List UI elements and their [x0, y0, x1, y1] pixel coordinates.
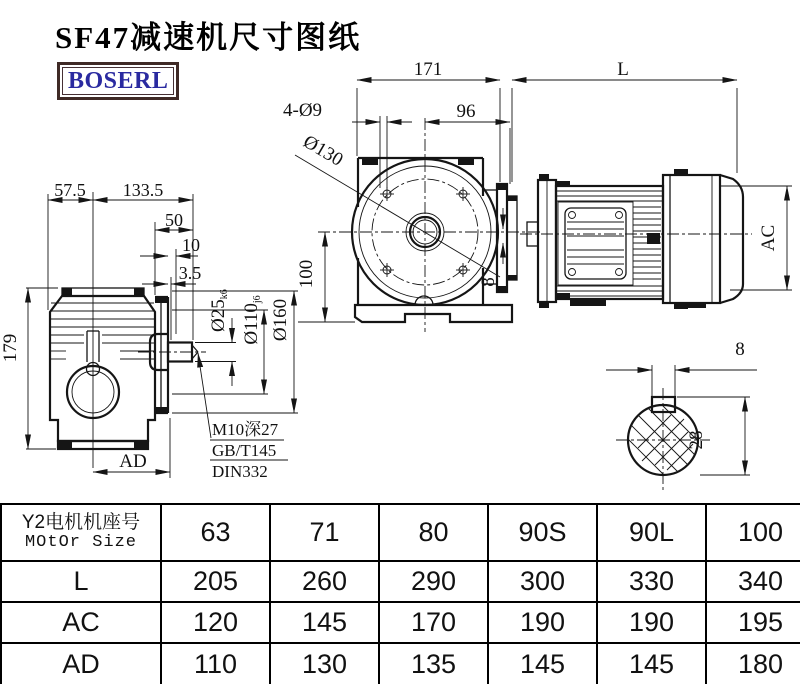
table-header-row — [1, 504, 800, 561]
shaft-section — [606, 339, 757, 490]
motor-size-table — [0, 503, 800, 684]
motor-size-label-en: MOtOr Size — [24, 532, 138, 552]
dim-179: 179 — [0, 333, 21, 363]
dim-flange-dia: Ø160 — [270, 298, 291, 342]
table-row-L — [1, 561, 800, 602]
table-cell: 180 — [706, 643, 800, 684]
dim-key-height: 28 — [686, 430, 707, 450]
dim-10: 10 — [182, 235, 200, 255]
dim-100: 100 — [296, 259, 317, 289]
dim-AC: AC — [758, 224, 779, 252]
thread-note-line1: M10深27 — [212, 420, 279, 439]
table-cell: 195 — [706, 602, 800, 643]
side-view — [50, 192, 211, 468]
row-label-AD: AD — [1, 643, 161, 684]
table-cell: 300 — [488, 561, 597, 602]
dim-133-5: 133.5 — [122, 180, 164, 200]
dim-lip-8: 8 — [478, 277, 499, 287]
row-label-L: L — [1, 561, 161, 602]
motor-size-label-cn: Y2电机机座号 — [21, 511, 141, 533]
dim-3-5: 3.5 — [178, 263, 202, 283]
dim-key-width: 8 — [735, 339, 745, 360]
motor-size-label-cell — [1, 504, 161, 561]
size-header-90l: 90L — [597, 504, 706, 561]
table-cell: 290 — [379, 561, 488, 602]
table-cell: 340 — [706, 561, 800, 602]
dim-96: 96 — [456, 101, 476, 122]
size-header-71: 71 — [270, 504, 379, 561]
size-header-100: 100 — [706, 504, 800, 561]
table-cell: 145 — [270, 602, 379, 643]
table-cell: 190 — [597, 602, 706, 643]
thread-note-line2: GB/T145 — [212, 441, 277, 460]
dim-bolt-holes: 4-Ø9 — [283, 100, 323, 121]
table-cell: 145 — [597, 643, 706, 684]
table-cell: 330 — [597, 561, 706, 602]
table-cell: 130 — [270, 643, 379, 684]
dim-L: L — [617, 59, 629, 80]
table-row-AD — [1, 643, 800, 684]
dim-pilot-dia: Ø110j6 — [241, 295, 263, 345]
table-cell: 110 — [161, 643, 270, 684]
dim-bolt-circle: Ø130 — [299, 131, 347, 171]
size-header-90s: 90S — [488, 504, 597, 561]
brand-logo-text: BOSERL — [68, 68, 169, 94]
dim-shaft-dia: Ø25k6 — [208, 289, 230, 332]
size-header-63: 63 — [161, 504, 270, 561]
page-title: SF47减速机尺寸图纸 — [55, 20, 362, 55]
row-label-AC: AC — [1, 602, 161, 643]
motor-view — [520, 169, 792, 309]
dim-50: 50 — [165, 210, 183, 230]
table-cell: 120 — [161, 602, 270, 643]
dim-171: 171 — [413, 59, 443, 80]
table-cell: 260 — [270, 561, 379, 602]
dim-ad: AD — [119, 451, 147, 472]
thread-note-line3: DIN332 — [212, 462, 268, 481]
table-cell: 190 — [488, 602, 597, 643]
table-cell: 145 — [488, 643, 597, 684]
table-cell: 170 — [379, 602, 488, 643]
table-cell: 135 — [379, 643, 488, 684]
front-view-dimensions — [283, 59, 737, 322]
size-header-80: 80 — [379, 504, 488, 561]
table-cell: 205 — [161, 561, 270, 602]
dim-57-5: 57.5 — [54, 180, 86, 200]
table-row-AC — [1, 602, 800, 643]
